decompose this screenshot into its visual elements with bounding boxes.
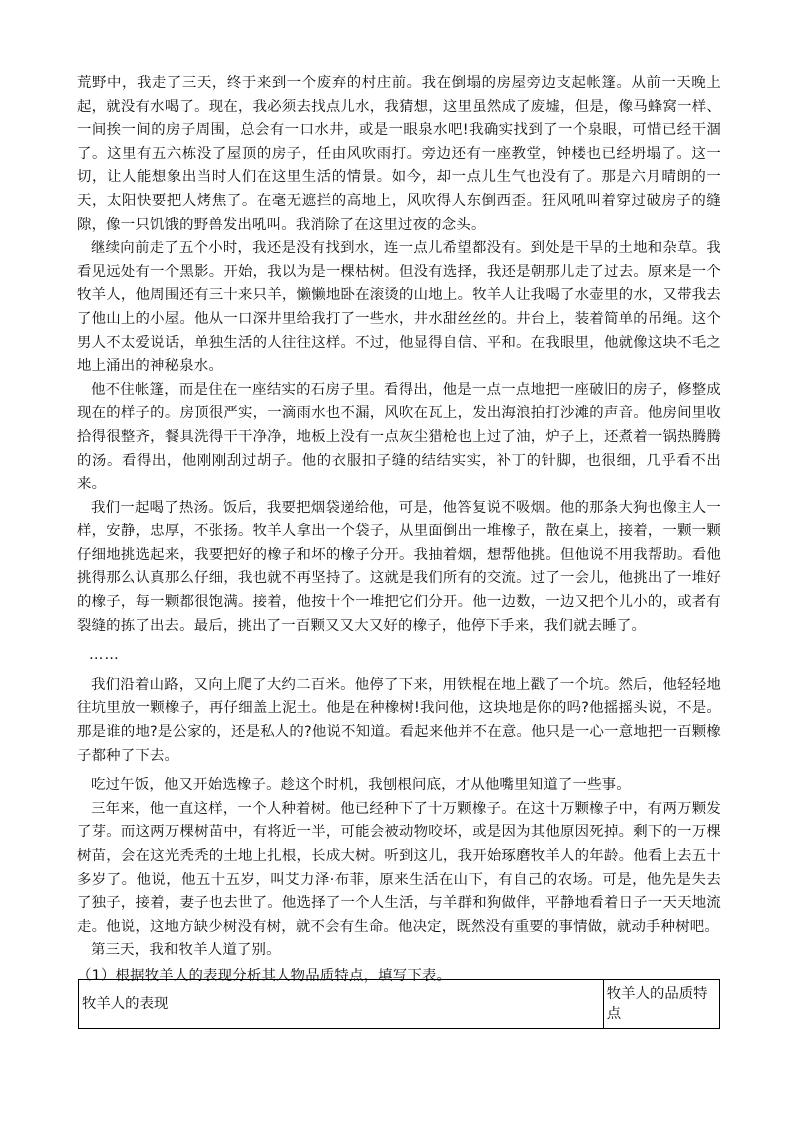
paragraph-5: 我们沿着山路，又向上爬了大约二百米。他停了下来，用铁棍在地上戳了一个坑。然后，他轻轻地往坑里放一颗橡子，再仔细盖上泥土。他是在种橡树!我问他，这块地是你的吗?他摇摇头说，不是。那是谁的地?是公家的，还是私人的?他说不知道。看起来他并不在意。他只是一心一意地把一百颗橡子都种了下去。 bbox=[77, 676, 721, 764]
table-header-performance[interactable]: 牧羊人的表现 bbox=[79, 980, 604, 1029]
paragraph-8: 第三天，我和牧羊人道了别。 bbox=[91, 942, 281, 959]
question-prompt: （1）根据牧羊人的表现分析其人物品质特点，填写下表。 bbox=[77, 967, 452, 984]
article-body bbox=[77, 72, 721, 989]
answer-table bbox=[78, 979, 720, 1029]
paragraph-6: 吃过午饭，他又开始选橡子。趁这个时机，我刨根问底，才从他嘴里知道了一些事。 bbox=[91, 777, 631, 794]
paragraph-3: 他不住帐篷，而是住在一座结实的石房子里。看得出，他是一点一点地把一座破旧的房子，修整成现在的样子的。房顶很严实，一滴雨水也不漏，风吹在瓦上，发出海浪拍打沙滩的声音。他房间里收拾得很整齐，餐具洗得干干净净，地板上没有一点灰尘猎枪也上过了油，炉子上，还煮着一锅热腾腾的汤。看得出，他刚刚刮过胡子。他的衣服扣子缝的结结实实，补丁的针脚，也很细，几乎看不出来。 bbox=[77, 381, 721, 493]
table-header-quality[interactable]: 牧羊人的品质特点 bbox=[603, 980, 719, 1029]
paragraph-4: 我们一起喝了热汤。饭后，我要把烟袋递给他，可是，他答复说不吸烟。他的那条大狗也像主人一样，安静，忠厚，不张扬。牧羊人拿出一个袋子，从里面倒出一堆橡子，散在桌上，接着，一颗一颗仔细地挑选起来，我要把好的橡子和坏的橡子分开。我抽着烟，想帮他挑。但他说不用我帮助。看他挑得那么认真那么仔细，我也就不再坚持了。这就是我们所有的交流。过了一会儿，他挑出了一堆好的橡子，每一颗都很饱满。接着，他按十个一堆把它们分开。他一边数，一边又把个儿小的，或者有裂缝的拣了出去。最后，挑出了一百颗又又大又好的橡子，他停下手来，我们就去睡了。 bbox=[77, 499, 721, 634]
table-row bbox=[79, 980, 720, 1029]
paragraph-7: 三年来，他一直这样，一个人种着树。他已经种下了十万颗橡子。在这十万颗橡子中，有两万颗发了芽。而这两万棵树苗中，有将近一半，可能会被动物咬坏，或是因为其他原因死掉。剩下的一万棵树苗，会在这光秃秃的土地上扎根，长成大树。听到这儿，我开始琢磨牧羊人的年龄。他看上去五十多岁了。他说，他五十五岁，叫艾力泽·布菲，原来生活在山下，有自己的农场。可是，他先是失去了独子，接着，妻子也去世了。他选择了一个人生活，与羊群和狗做伴，平静地看着日子一天天地流走。他说，这地方缺少树没有树，就不会有生命。他决定，既然没有重要的事情做，就动手种树吧。 bbox=[77, 800, 721, 935]
paragraph-2: 继续向前走了五个小时，我还是没有找到水，连一点儿希望都没有。到处是干旱的土地和杂草。我看见远处有一个黑影。开始，我以为是一棵枯树。但没有选择，我还是朝那儿走了过去。原来是一个牧羊人，他周围还有三十来只羊，懒懒地卧在滚烫的山地上。牧羊人让我喝了水壶里的水，又带我去了他山上的小屋。他从一口深井里给我打了一些水，井水甜丝丝的。井台上，装着简单的吊绳。这个男人不太爱说话，单独生活的人往往这样。不过，他显得自信、平和。在我眼里，他就像这块不毛之地上涌出的神秘泉水。 bbox=[77, 240, 721, 375]
paragraph-1: 荒野中，我走了三天，终于来到一个废弃的村庄前。我在倒塌的房屋旁边支起帐篷。从前一天晚上起，就没有水喝了。现在，我必须去找点儿水，我猜想，这里虽然成了废墟，但是，像马蜂窝一样、一间挨一间的房子周围，总会有一口水井，或是一眼泉水吧!我确实找到了一个泉眼，可惜已经干涸了。这里有五六栋没了屋顶的房子，任由风吹雨打。旁边还有一座教堂，钟楼也已经坍塌了。这一切，让人能想象出当时人们在这里生活的情景。如今，却一点儿生气也没有了。那是六月晴朗的一天，太阳快要把人烤焦了。在毫无遮拦的高地上，风吹得人东倒西歪。狂风吼叫着穿过破房子的缝隙，像一只饥饿的野兽发出吼叫。我消除了在这里过夜的念头。 bbox=[77, 75, 721, 233]
omission-mark: …… bbox=[89, 647, 120, 664]
